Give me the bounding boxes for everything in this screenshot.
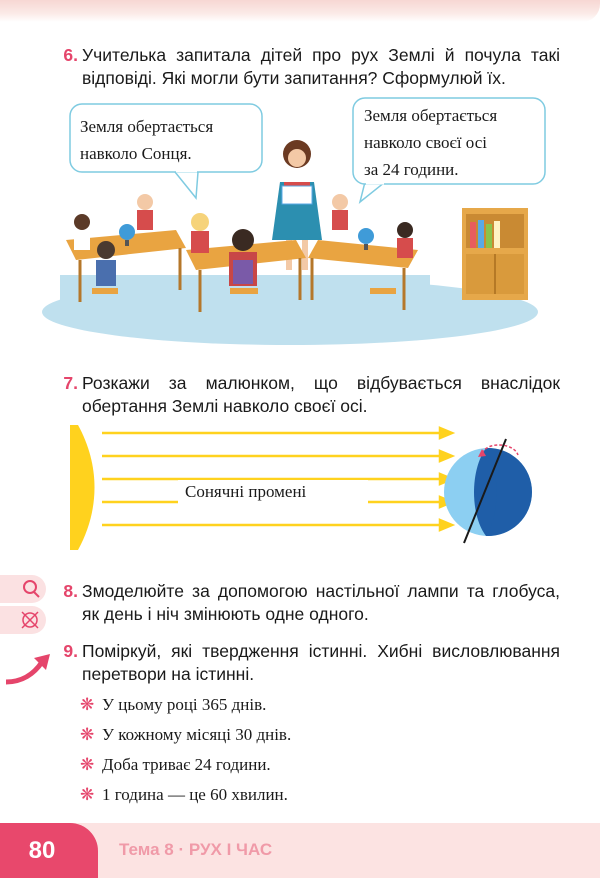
topic-title: Тема 8 · РУХ І ЧАС <box>119 840 273 859</box>
task-9 <box>40 640 560 690</box>
list-item: ❋ У цьому році 365 днів. <box>80 695 267 714</box>
asterisk-icon: ❋ <box>80 755 95 774</box>
earth-globe <box>444 439 532 543</box>
task-number: 6. <box>63 45 78 65</box>
statements-list <box>80 690 291 810</box>
asterisk-icon: ❋ <box>80 785 95 804</box>
page-number: 80 <box>0 823 98 878</box>
asterisk-icon: ❋ <box>80 725 95 744</box>
task-6 <box>40 44 560 94</box>
task-text: Поміркуй, які твердження істинні. Хибні висловлювання перетвори на істинні. <box>82 641 560 684</box>
speech-bubble-tail <box>360 182 385 202</box>
task-number: 8. <box>63 581 78 601</box>
speech-bubble-right-text: Земля обертається навколо своєї осі за 24 години. <box>364 106 498 179</box>
rays-label: Сонячні промені <box>185 482 307 501</box>
task-number: 9. <box>63 641 78 661</box>
list-item: ❋ Доба триває 24 години. <box>80 755 271 774</box>
sun-rays <box>102 428 452 530</box>
task-8 <box>40 580 560 630</box>
task-text: Учителька запитала дітей про рух Землі й почула такі відповіді. Які могли бути запитання? Сформулюй їх. <box>82 45 560 88</box>
speech-bubble-tail <box>175 172 198 198</box>
asterisk-icon: ❋ <box>80 695 95 714</box>
task-text: Розкажи за малюнком, що відбувається внаслідок обертання Землі навколо своєї осі. <box>82 373 560 416</box>
speech-bubble-left-text: Земля обертається навколо Сонця. <box>80 117 214 163</box>
top-band <box>0 0 600 22</box>
list-item: ❋ 1 година — це 60 хвилин. <box>80 785 288 804</box>
sun-shape <box>70 425 95 550</box>
task-text: Змоделюйте за допомогою настільної лампи та глобуса, як день і ніч змінюють одне одного. <box>82 581 560 624</box>
task-7 <box>40 372 560 422</box>
task-number: 7. <box>63 373 78 393</box>
list-item: ❋ У кожному місяці 30 днів. <box>80 725 292 744</box>
